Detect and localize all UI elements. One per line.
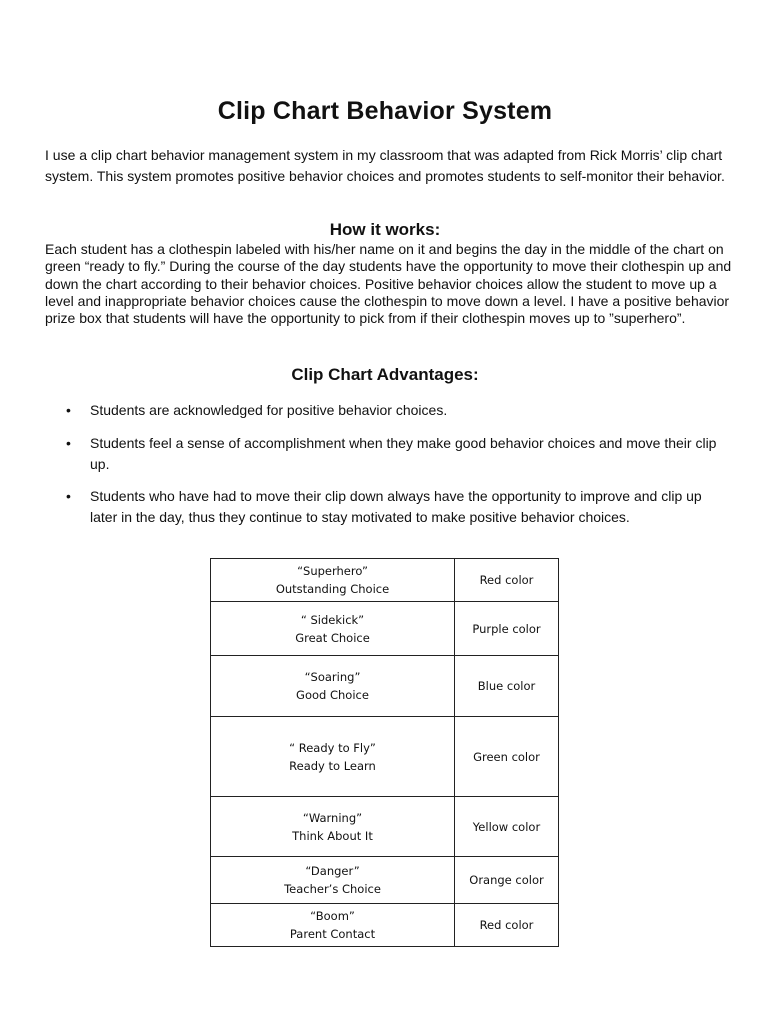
list-item-text: Students who have had to move their clip down always have the opportunity to improve and clip up later in the day, thus they continue to stay motivated to make positive behavior choices. (90, 488, 702, 525)
color-cell: Yellow color (455, 797, 559, 857)
table-row (211, 559, 559, 602)
table-row (211, 797, 559, 857)
bullet-icon: • (66, 488, 71, 504)
level-cell (211, 602, 455, 656)
list-item-text: Students feel a sense of accomplishment when they make good behavior choices and move their clip up. (90, 435, 717, 472)
level-name: “Boom” (310, 909, 355, 923)
advantages-heading: Clip Chart Advantages: (291, 365, 479, 384)
color-cell: Red color (455, 904, 559, 947)
level-name: “Warning” (302, 810, 363, 825)
level-description: Teacher’s Choice (284, 882, 381, 896)
intro-paragraph: I use a clip chart behavior management system in my classroom that was adapted from Rick Morris’ clip chart system. This system promotes positive behavior choices and promotes students to self-monitor their behavior. (45, 147, 725, 184)
level-cell (211, 559, 455, 602)
table-row (211, 602, 559, 656)
level-name: “Soaring” (304, 670, 361, 684)
clip-chart-table (210, 558, 559, 947)
bullet-icon: • (66, 435, 71, 451)
list-item-text: Students are acknowledged for positive behavior choices. (90, 402, 448, 418)
color-cell: Red color (455, 559, 559, 602)
color-cell: Orange color (455, 857, 559, 904)
color-cell: Green color (455, 717, 559, 797)
level-name: “ Sidekick” (300, 612, 365, 627)
level-cell (211, 717, 455, 797)
how-it-works-heading: How it works: (329, 220, 441, 239)
level-name: “Danger” (305, 864, 360, 878)
level-description: Great Choice (295, 630, 370, 645)
level-description: Parent Contact (289, 927, 376, 941)
level-cell (211, 857, 455, 904)
color-cell: Blue color (455, 656, 559, 717)
level-description: Ready to Learn (289, 758, 376, 773)
level-cell (211, 904, 455, 947)
table-row (211, 904, 559, 947)
how-it-works-paragraph: Each student has a clothespin labeled with his/her name on it and begins the day in the middle of the chart on green “ready to fly.” During the course of the day students have the opportunity to move their clothespin up and down the chart according to their behavior choices. Positive behavior choices allow the student to move up a level and inappropriate behavior choices cause the clothespin to move down a level. I have a positive behavior prize box that students will have the opportunity to pick from if their clothespin moves up to ”superhero”. (45, 241, 732, 327)
table-row (211, 857, 559, 904)
level-name: “ Ready to Fly” (289, 740, 376, 755)
level-description: Think About It (292, 828, 373, 843)
document-title: Clip Chart Behavior System (217, 97, 553, 125)
bullet-icon: • (66, 402, 71, 418)
table-row (211, 656, 559, 717)
level-description: Outstanding Choice (275, 582, 390, 596)
level-description: Good Choice (296, 688, 369, 702)
table-row (211, 717, 559, 797)
level-cell (211, 797, 455, 857)
color-cell: Purple color (455, 602, 559, 656)
level-name: “Superhero” (297, 564, 368, 578)
level-cell (211, 656, 455, 717)
